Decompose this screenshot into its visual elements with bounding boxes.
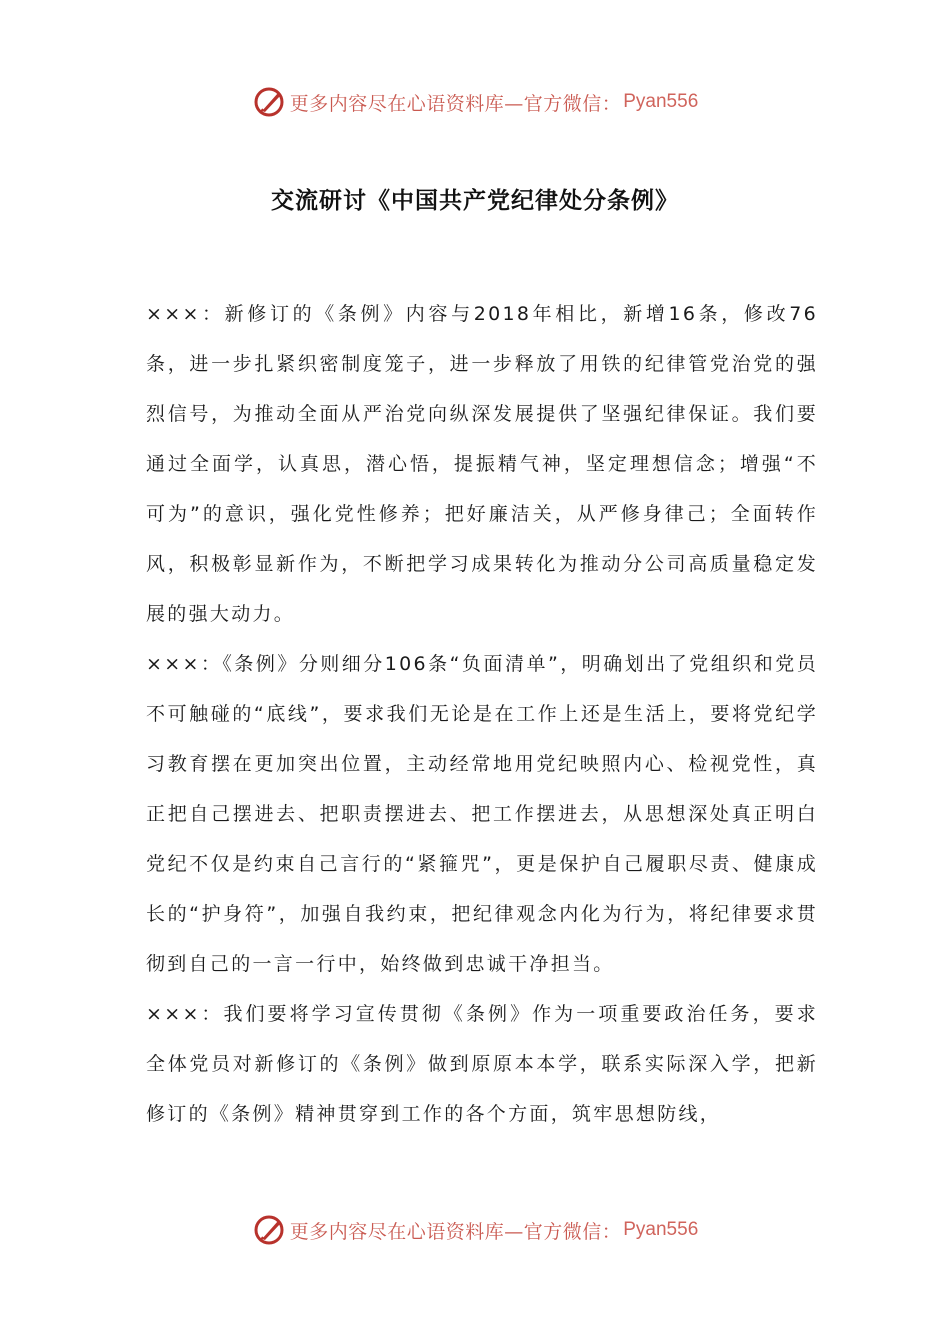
paragraph: ×××：新修订的《条例》内容与2018年相比，新增16条，修改76条，进一步扎紧织密制度笼子，进一步释放了用铁的纪律管党治党的强烈信号，为推动全面从严治党向纵深发展提供了坚强纪律保证。我们要通过全面学，认真思，潜心悟，提振精气神，坚定理想信念；增强“不可为”的意识，强化党性修养；把好廉洁关，从严修身律己；全面转作风，积极彰显新作为，不断把学习成果转化为推动分公司高质量稳定发展的强大动力。 (146, 303, 818, 625)
footer-banner (0, 1210, 950, 1250)
paragraph: ×××：《条例》分则细分106条“负面清单”，明确划出了党组织和党员不可触碰的“底线”，要求我们无论是在工作上还是生活上，要将党纪学习教育摆在更加突出位置，主动经常地用党纪映照内心、检视党性，真正把自己摆进去、把职责摆进去、把工作摆进去，从思想深处真正明白党纪不仅是约束自己言行的“紧箍咒”，更是保护自己履职尽责、健康成长的“护身符”，加强自我约束，把纪律观念内化为行为，将纪律要求贯彻到自己的一言一行中，始终做到忠诚干净担当。 (146, 653, 818, 975)
quill-logo-icon (252, 85, 286, 119)
document-body (146, 289, 818, 1139)
banner-text: 更多内容尽在心语资料库—官方微信： (289, 92, 622, 115)
banner-text: 更多内容尽在心语资料库—官方微信： (289, 1220, 622, 1243)
document-title: 交流研讨《中国共产党纪律处分条例》 (271, 188, 679, 214)
banner-wechat-id: Pyan556 (623, 1219, 699, 1240)
paragraph: ×××：我们要将学习宣传贯彻《条例》作为一项重要政治任务，要求全体党员对新修订的《条例》做到原原本本学，联系实际深入学，把新修订的《条例》精神贯穿到工作的各个方面，筑牢思想防线， (146, 1003, 818, 1125)
quill-logo-icon (252, 1213, 286, 1247)
header-banner (0, 82, 950, 122)
banner-wechat-id: Pyan556 (623, 91, 699, 112)
